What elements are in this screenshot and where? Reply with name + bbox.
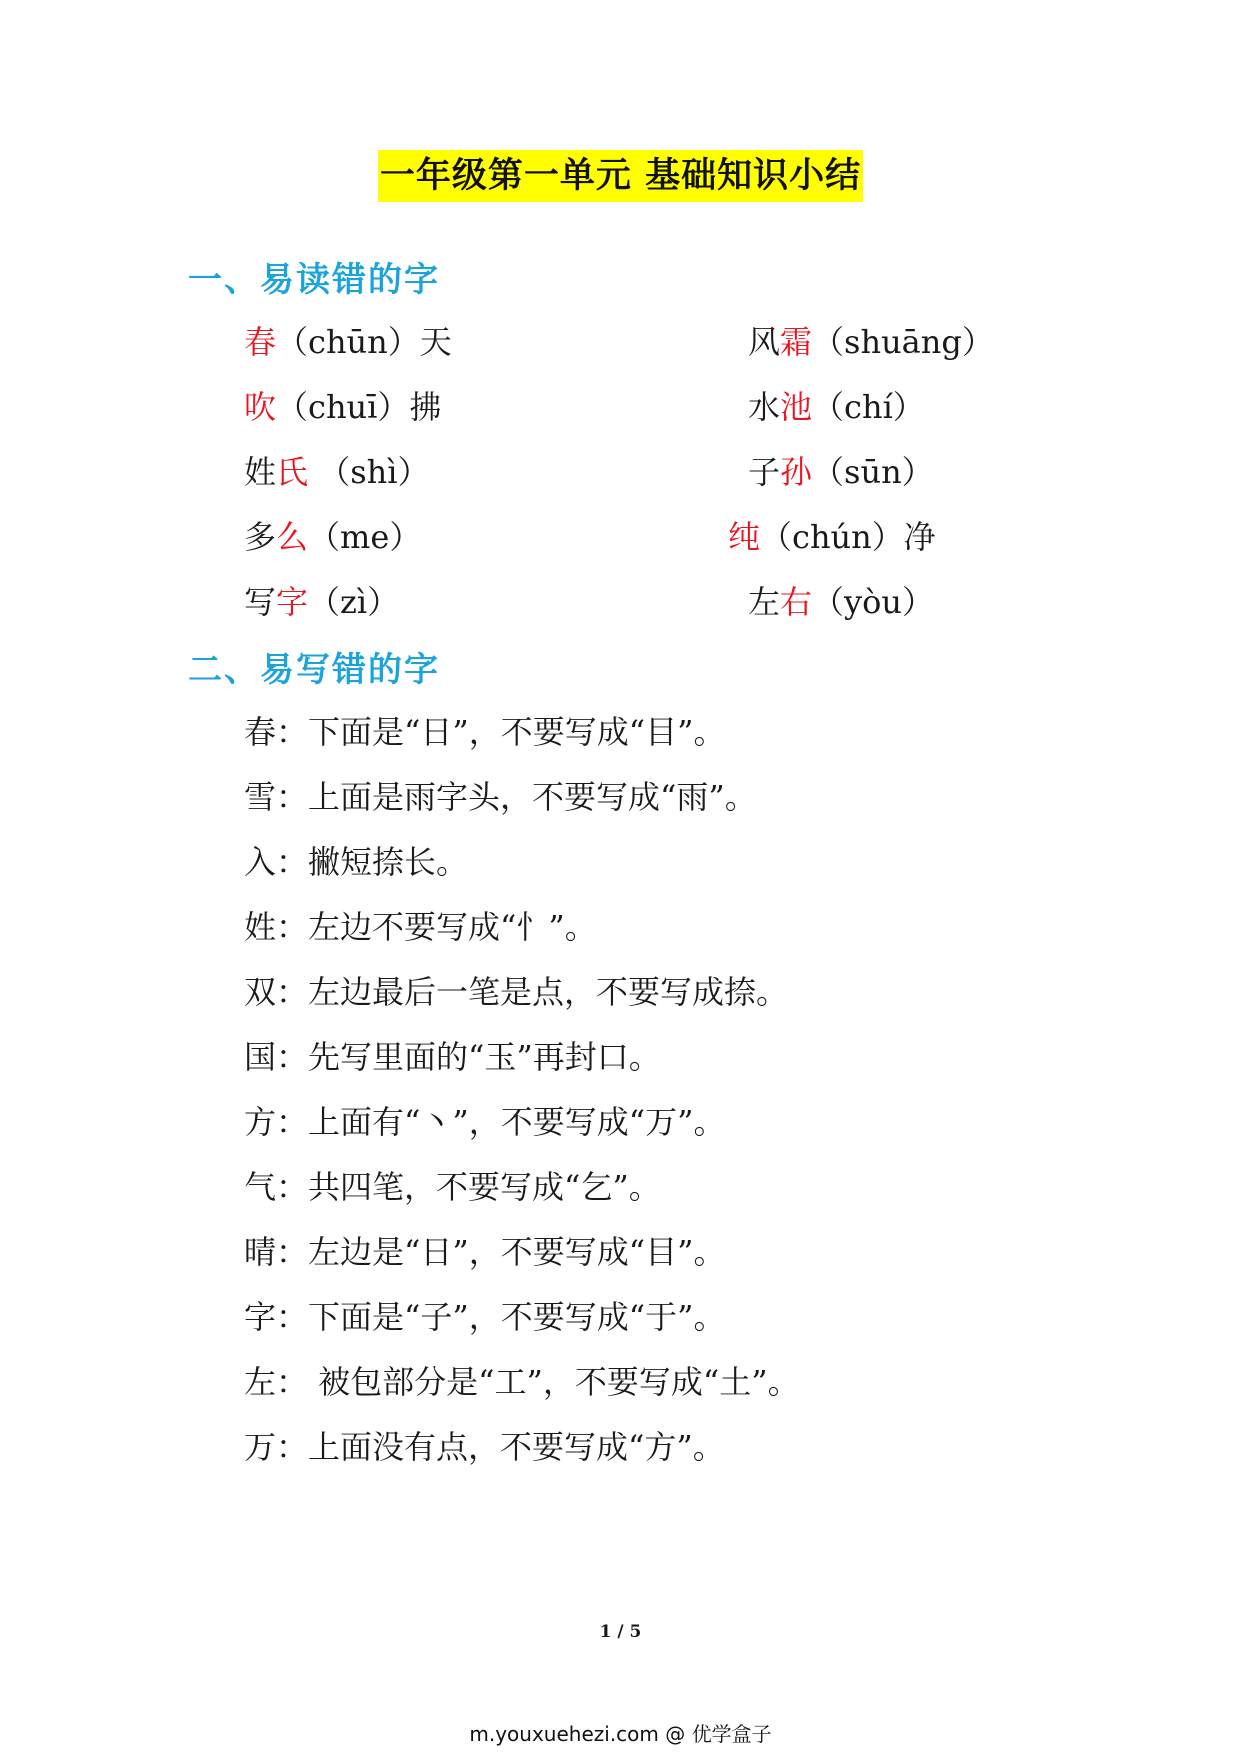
highlight-char: 么 — [276, 518, 309, 556]
writing-tip: 方：上面有“丶”，不要写成“万”。 — [244, 1103, 726, 1141]
writing-tip: 左： 被包部分是“工”，不要写成“土”。 — [244, 1363, 800, 1401]
writing-tip: 雪：上面是雨字头，不要写成“雨”。 — [244, 778, 757, 816]
writing-tip: 国：先写里面的“玉”再封口。 — [244, 1038, 661, 1076]
page-title: 一年级第一单元 基础知识小结 — [378, 150, 863, 202]
writing-tip: 春：下面是“日”，不要写成“目”。 — [244, 713, 726, 751]
highlight-char: 池 — [780, 388, 813, 426]
word-pair: 春（chūn）天 — [244, 323, 452, 361]
word-pair: 风霜（shuāng） — [748, 323, 994, 361]
title-container — [0, 150, 1241, 202]
highlight-char: 霜 — [780, 323, 813, 361]
highlight-char: 右 — [780, 583, 813, 621]
section-heading-miswritten: 二、易写错的字 — [188, 650, 440, 690]
footer-watermark: m.youxuehezi.com @ 优学盒子 — [469, 1722, 772, 1746]
writing-tip: 姓：左边不要写成“忄”。 — [244, 908, 597, 946]
word-pair: 左右（yòu） — [748, 583, 934, 621]
writing-tip: 晴：左边是“日”，不要写成“目”。 — [244, 1233, 726, 1271]
writing-tip: 入：撇短捺长。 — [244, 843, 469, 881]
writing-tip: 气：共四笔，不要写成“乞”。 — [244, 1168, 661, 1206]
word-pair: 写字（zì） — [244, 583, 400, 621]
section-heading-misread: 一、易读错的字 — [188, 260, 440, 300]
word-pair: 吹（chuī）拂 — [244, 388, 442, 426]
word-pair: 纯（chún）净 — [728, 518, 936, 556]
word-pair: 水池（chí） — [748, 388, 925, 426]
writing-tip: 字：下面是“子”，不要写成“于”。 — [244, 1298, 726, 1336]
writing-tip: 双：左边最后一笔是点，不要写成捺。 — [244, 973, 789, 1011]
highlight-char: 吹 — [244, 388, 277, 426]
highlight-char: 孙 — [780, 453, 813, 491]
highlight-char: 氏 — [276, 453, 309, 491]
highlight-char: 字 — [276, 583, 309, 621]
word-pair: 姓氏 （shì） — [244, 453, 430, 491]
writing-tip: 万：上面没有点，不要写成“方”。 — [244, 1428, 725, 1466]
highlight-char: 春 — [244, 323, 277, 361]
highlight-char: 纯 — [728, 518, 761, 556]
word-pair: 子孙（sūn） — [748, 453, 934, 491]
page-number: 1 / 5 — [599, 1622, 642, 1642]
word-pair: 多么（me） — [244, 518, 422, 556]
